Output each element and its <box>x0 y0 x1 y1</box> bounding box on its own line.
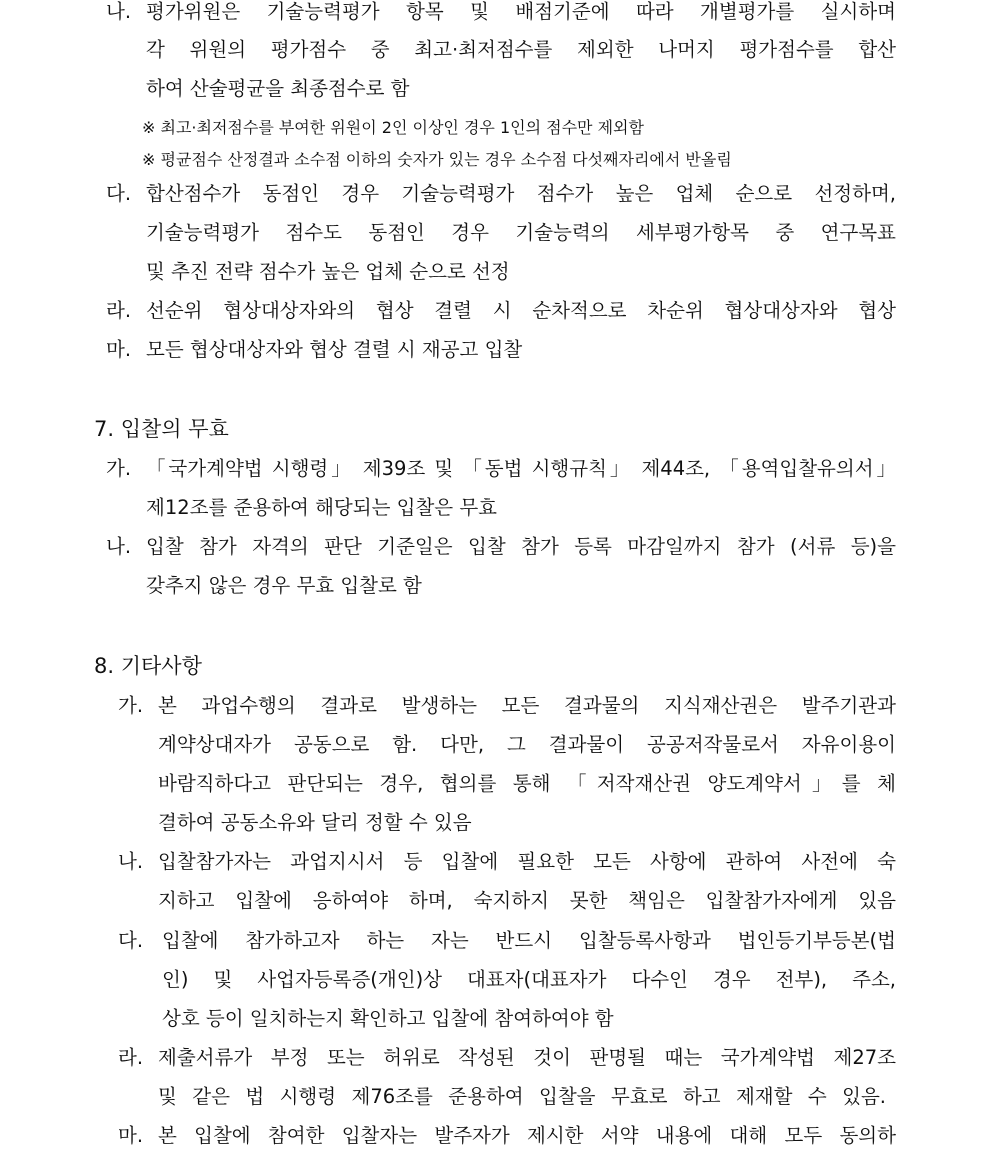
item-marker: 라. <box>106 299 132 322</box>
body-line: 및 같은 법 시행령 제76조를 준용하여 입찰을 무효로 하고 제재할 수 있음. <box>158 1085 886 1108</box>
item-marker: 나. <box>106 0 132 23</box>
body-line: 입찰에 참가하고자 하는 자는 반드시 입찰등록사항과 법인등기부등본(법 <box>162 929 896 952</box>
item-marker: 나. <box>106 535 132 558</box>
item-marker: 라. <box>118 1046 144 1069</box>
body-line: 바람직하다고 판단되는 경우, 협의를 통해 「저작재산권 양도계약서」를 체 <box>158 772 896 795</box>
body-line: 「국가계약법 시행령」 제39조 및 「동법 시행규칙」 제44조, 「용역입찰유의서」 <box>146 457 896 480</box>
body-line: 모든 협상대상자와 협상 결렬 시 재공고 입찰 <box>146 338 523 361</box>
body-line: 본 과업수행의 결과로 발생하는 모든 결과물의 지식재산권은 발주기관과 <box>158 694 896 717</box>
body-line: 상호 등이 일치하는지 확인하고 입찰에 참여하여야 함 <box>162 1007 614 1030</box>
body-line: 지하고 입찰에 응하여야 하며, 숙지하지 못한 책임은 입찰참가자에게 있음 <box>158 889 896 912</box>
body-line: 제출서류가 부정 또는 허위로 작성된 것이 판명될 때는 국가계약법 제27조 <box>158 1046 896 1069</box>
body-line: 제12조를 준용하여 해당되는 입찰은 무효 <box>146 496 497 519</box>
body-line: 및 추진 전략 점수가 높은 업체 순으로 선정 <box>146 260 510 283</box>
body-line: 각 위원의 평가점수 중 최고·최저점수를 제외한 나머지 평가점수를 합산 <box>146 38 896 61</box>
body-line: 평가위원은 기술능력평가 항목 및 배점기준에 따라 개별평가를 실시하며 <box>146 0 896 23</box>
body-line: 합산점수가 동점인 경우 기술능력평가 점수가 높은 업체 순으로 선정하며, <box>146 182 896 205</box>
body-line: 선순위 협상대상자와의 협상 결렬 시 순차적으로 차순위 협상대상자와 협상 <box>146 299 896 322</box>
body-line: 기술능력평가 점수도 동점인 경우 기술능력의 세부평가항목 중 연구목표 <box>146 221 896 244</box>
item-marker: 가. <box>118 694 144 717</box>
footnote: ※ 최고·최저점수를 부여한 위원이 2인 이상인 경우 1인의 점수만 제외함 <box>142 118 644 137</box>
item-marker: 마. <box>118 1124 144 1147</box>
item-marker: 마. <box>106 338 132 361</box>
item-marker: 다. <box>106 182 132 205</box>
body-line: 본 입찰에 참여한 입찰자는 발주자가 제시한 서약 내용에 대해 모두 동의하 <box>158 1124 896 1147</box>
body-line: 입찰참가자는 과업지시서 등 입찰에 필요한 모든 사항에 관하여 사전에 숙 <box>158 850 896 873</box>
item-marker: 나. <box>118 850 144 873</box>
body-line: 갖추지 않은 경우 무효 입찰로 함 <box>146 574 422 597</box>
body-line: 계약상대자가 공동으로 함. 다만, 그 결과물이 공공저작물로서 자유이용이 <box>158 733 896 756</box>
section-heading: 7. 입찰의 무효 <box>94 417 229 441</box>
footnote: ※ 평균점수 산정결과 소수점 이하의 숫자가 있는 경우 소수점 다섯째자리에서 반올림 <box>142 150 732 169</box>
body-line: 하여 산술평균을 최종점수로 함 <box>146 77 410 100</box>
body-line: 입찰 참가 자격의 판단 기준일은 입찰 참가 등록 마감일까지 참가 (서류 등)을 <box>146 535 896 558</box>
body-line: 인) 및 사업자등록증(개인)상 대표자(대표자가 다수인 경우 전부), 주소, <box>162 968 896 991</box>
item-marker: 다. <box>118 929 144 952</box>
item-marker: 가. <box>106 457 132 480</box>
body-line: 결하여 공동소유와 달리 정할 수 있음 <box>158 811 472 834</box>
section-heading: 8. 기타사항 <box>94 654 202 678</box>
